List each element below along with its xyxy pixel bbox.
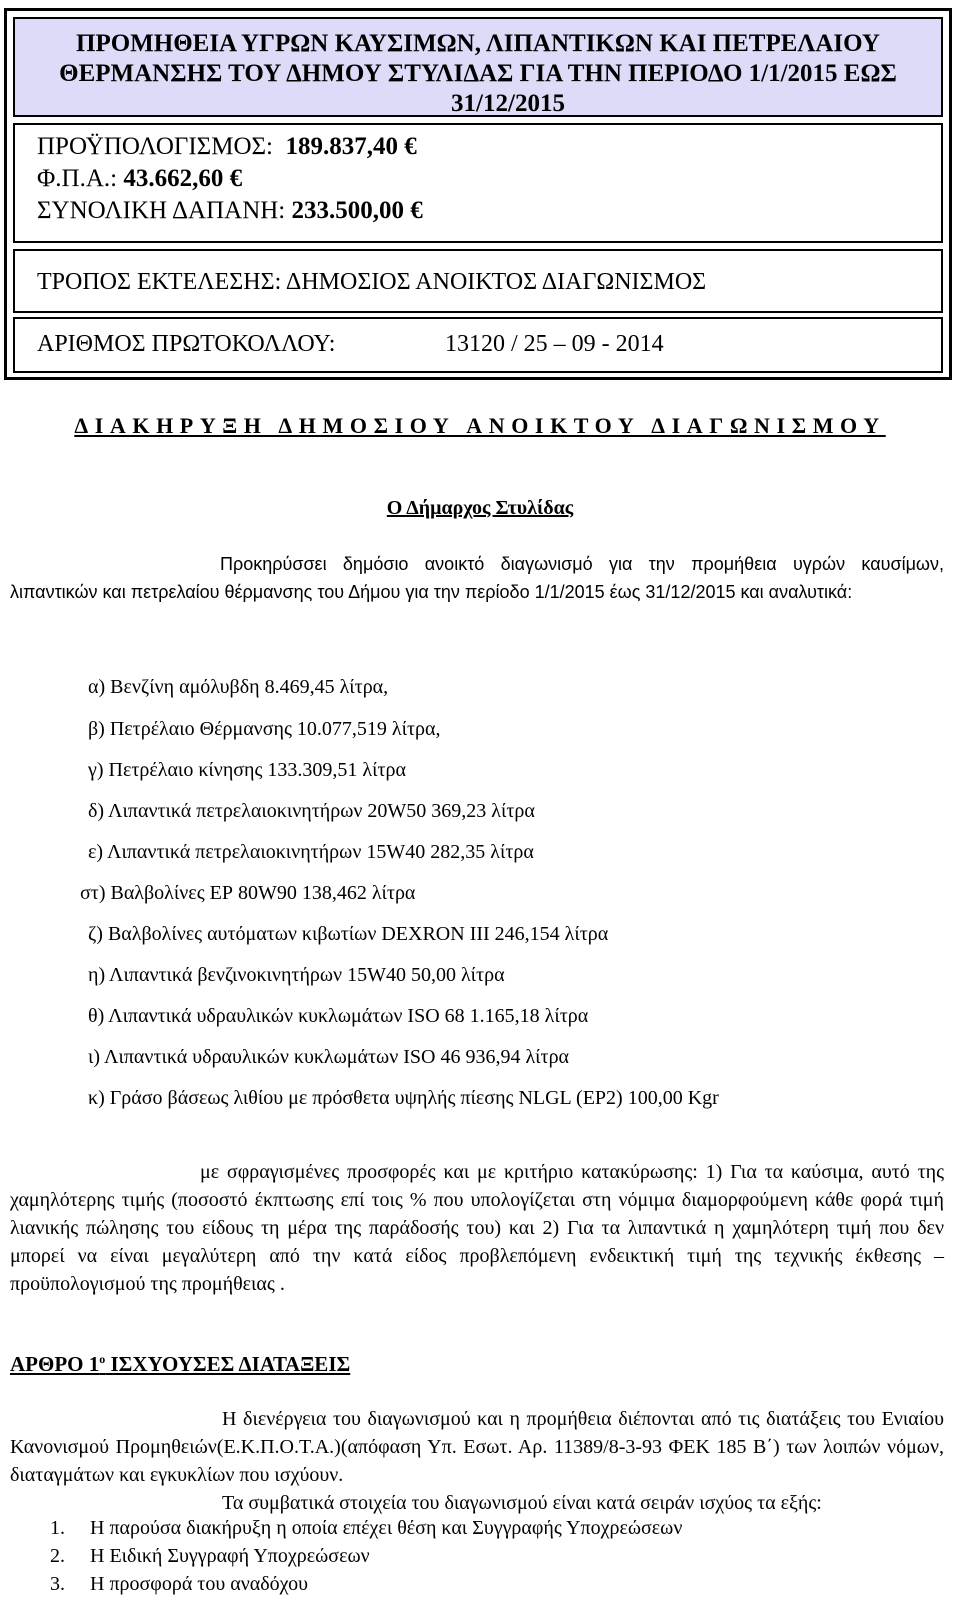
article-1-heading	[10, 1352, 350, 1377]
list-item: θ) Λιπαντικά υδραυλικών κυκλωμάτων ISO 68 1.165,18 λίτρα	[88, 1005, 589, 1027]
mayor-heading	[0, 497, 960, 520]
budget-value: 189.837,40 €	[285, 133, 417, 160]
method-cell	[13, 249, 943, 313]
contract-list-item	[50, 1545, 370, 1568]
list-item: ε) Λιπαντικά πετρελαιοκινητήρων 15W40 282,35 λίτρα	[88, 841, 534, 863]
list-item: ι) Λιπαντικά υδραυλικών κυκλωμάτων ISO 46 936,94 λίτρα	[88, 1046, 570, 1068]
total-label: ΣΥΝΟΛΙΚΗ ΔΑΠΑΝΗ:	[37, 197, 286, 224]
header-box	[4, 8, 952, 380]
article-paragraph	[10, 1405, 944, 1489]
article-sup: ο	[99, 1352, 106, 1366]
list-item: κ) Γράσο βάσεως λιθίου με πρόσθετα υψηλής πίεσης NLGL (EP2) 100,00 Kgr	[88, 1087, 719, 1109]
budget-label: ΠΡΟΫΠΟΛΟΓΙΣΜΟΣ:	[37, 133, 273, 160]
item-number: 2.	[50, 1545, 65, 1567]
list-item: η) Λιπαντικά βενζινοκινητήρων 15W40 50,00 λίτρα	[88, 964, 505, 986]
list-item: γ) Πετρέλαιο κίνησης 133.309,51 λίτρα	[88, 759, 407, 781]
list-item: β) Πετρέλαιο Θέρμανσης 10.077,519 λίτρα,	[88, 718, 441, 740]
title-cell	[13, 17, 943, 117]
intro-text: Προκηρύσσει δημόσιο ανοικτό διαγωνισμό για την προμήθεια υγρών καυσίμων, λιπαντικών και πετρελαίου θέρμανσης του Δήμου για την περίοδο 1/1/2015 έως 31/12/2015 και αναλυτικά:	[10, 554, 944, 602]
item-text: Η Ειδική Συγγραφή Υποχρεώσεων	[90, 1545, 370, 1567]
execution-method: ΤΡΟΠΟΣ ΕΚΤΕΛΕΣΗΣ: ΔΗΜΟΣΙΟΣ ΑΝΟΙΚΤΟΣ ΔΙΑΓΩΝΙΣΜΟΣ	[37, 269, 707, 295]
list-item: στ) Βαλβολίνες ΕΡ 80W90 138,462 λίτρα	[80, 882, 416, 904]
declaration-title: ΔΙΑΚΗΡΥΞΗ ΔΗΜΟΣΙΟΥ ΑΝΟΙΚΤΟΥ ΔΙΑΓΩΝΙΣΜΟΥ	[74, 413, 886, 438]
document-title	[15, 19, 941, 119]
contract-list-item	[50, 1573, 308, 1596]
title-line-3: 31/12/2015	[451, 90, 565, 117]
item-text: Η προσφορά του αναδόχου	[90, 1573, 309, 1595]
article-text: Η διενέργεια του διαγωνισμού και η προμήθεια διέπονται από τις διατάξεις του Ενιαίου Κανονισμού Προμηθειών(Ε.Κ.Π.Ο.Τ.Α.)(απόφαση Υπ. Εσωτ. Αρ. 11389/8-3-93 ΦΕΚ 185 Β΄) των λοιπών νόμων, διαταγμάτων και εγκυκλίων που ισχύουν.	[10, 1408, 944, 1486]
criteria-text: με σφραγισμένες προσφορές και με κριτήριο κατακύρωσης: 1) Για τα καύσιμα, αυτό της χαμηλότερης τιμής (ποσοστό έκπτωσης επί τοις % που υπολογίζεται στη νόμιμα διαμορφούμενη κάθε φορά τιμή λιανικής πώλησης του είδους τη μέρα της παράδοσής του) και 2) Για τα λιπαντικά η χαμηλότερη τιμή που δεν μπορεί να είναι μεγαλύτερη από την κατά είδος προβλεπόμενη ενδεικτική τιμή της τεχνικής έκθεσης – προϋπολογισμού της προμήθειας .	[10, 1161, 944, 1295]
budget-cell	[13, 123, 943, 243]
item-number: 3.	[50, 1573, 65, 1595]
item-text: Η παρούσα διακήρυξη η οποία επέχει θέση και Συγγραφής Υποχρεώσεων	[90, 1517, 683, 1539]
article-prefix: ΑΡΘΡΟ 1	[10, 1352, 100, 1376]
protocol-number: 13120 / 25 – 09 - 2014	[445, 331, 664, 357]
list-item: δ) Λιπαντικά πετρελαιοκινητήρων 20W50 369,23 λίτρα	[88, 800, 535, 822]
title-line-2: ΘΕΡΜΑΝΣΗΣ ΤΟΥ ΔΗΜΟΥ ΣΤΥΛΙΔΑΣ ΓΙΑ ΤΗΝ ΠΕΡΙΟΔΟ 1/1/2015 ΕΩΣ	[59, 60, 897, 87]
total-line	[37, 195, 423, 227]
total-value: 233.500,00 €	[291, 197, 423, 224]
intro-paragraph	[10, 550, 944, 606]
title-line-1: ΠΡΟΜΗΘΕΙΑ ΥΓΡΩΝ ΚΑΥΣΙΜΩΝ, ΛΙΠΑΝΤΙΚΩΝ ΚΑΙ ΠΕΤΡΕΛΑΙΟΥ	[76, 30, 880, 57]
list-item: ζ) Βαλβολίνες αυτόματων κιβωτίων DEXRON III 246,154 λίτρα	[88, 923, 609, 945]
contract-intro: Τα συμβατικά στοιχεία του διαγωνισμού είναι κατά σειράν ισχύος τα εξής:	[222, 1492, 822, 1514]
article-suffix: ΙΣΧΥΟΥΣΕΣ ΔΙΑΤΑΞΕΙΣ	[105, 1352, 351, 1376]
protocol-cell	[13, 317, 943, 373]
vat-label: Φ.Π.Α.:	[37, 165, 118, 192]
budget-line	[37, 131, 423, 163]
contract-list-item	[50, 1517, 682, 1540]
protocol-line	[37, 331, 664, 358]
protocol-label: ΑΡΙΘΜΟΣ ΠΡΩΤΟΚΟΛΛΟΥ:	[37, 331, 336, 357]
vat-line	[37, 163, 423, 195]
mayor-text: Ο Δήμαρχος Στυλίδας	[386, 497, 574, 519]
list-item: α) Βενζίνη αμόλυβδη 8.469,45 λίτρα,	[88, 676, 389, 698]
criteria-paragraph	[10, 1158, 944, 1298]
vat-value: 43.662,60 €	[123, 165, 243, 192]
item-number: 1.	[50, 1517, 65, 1539]
